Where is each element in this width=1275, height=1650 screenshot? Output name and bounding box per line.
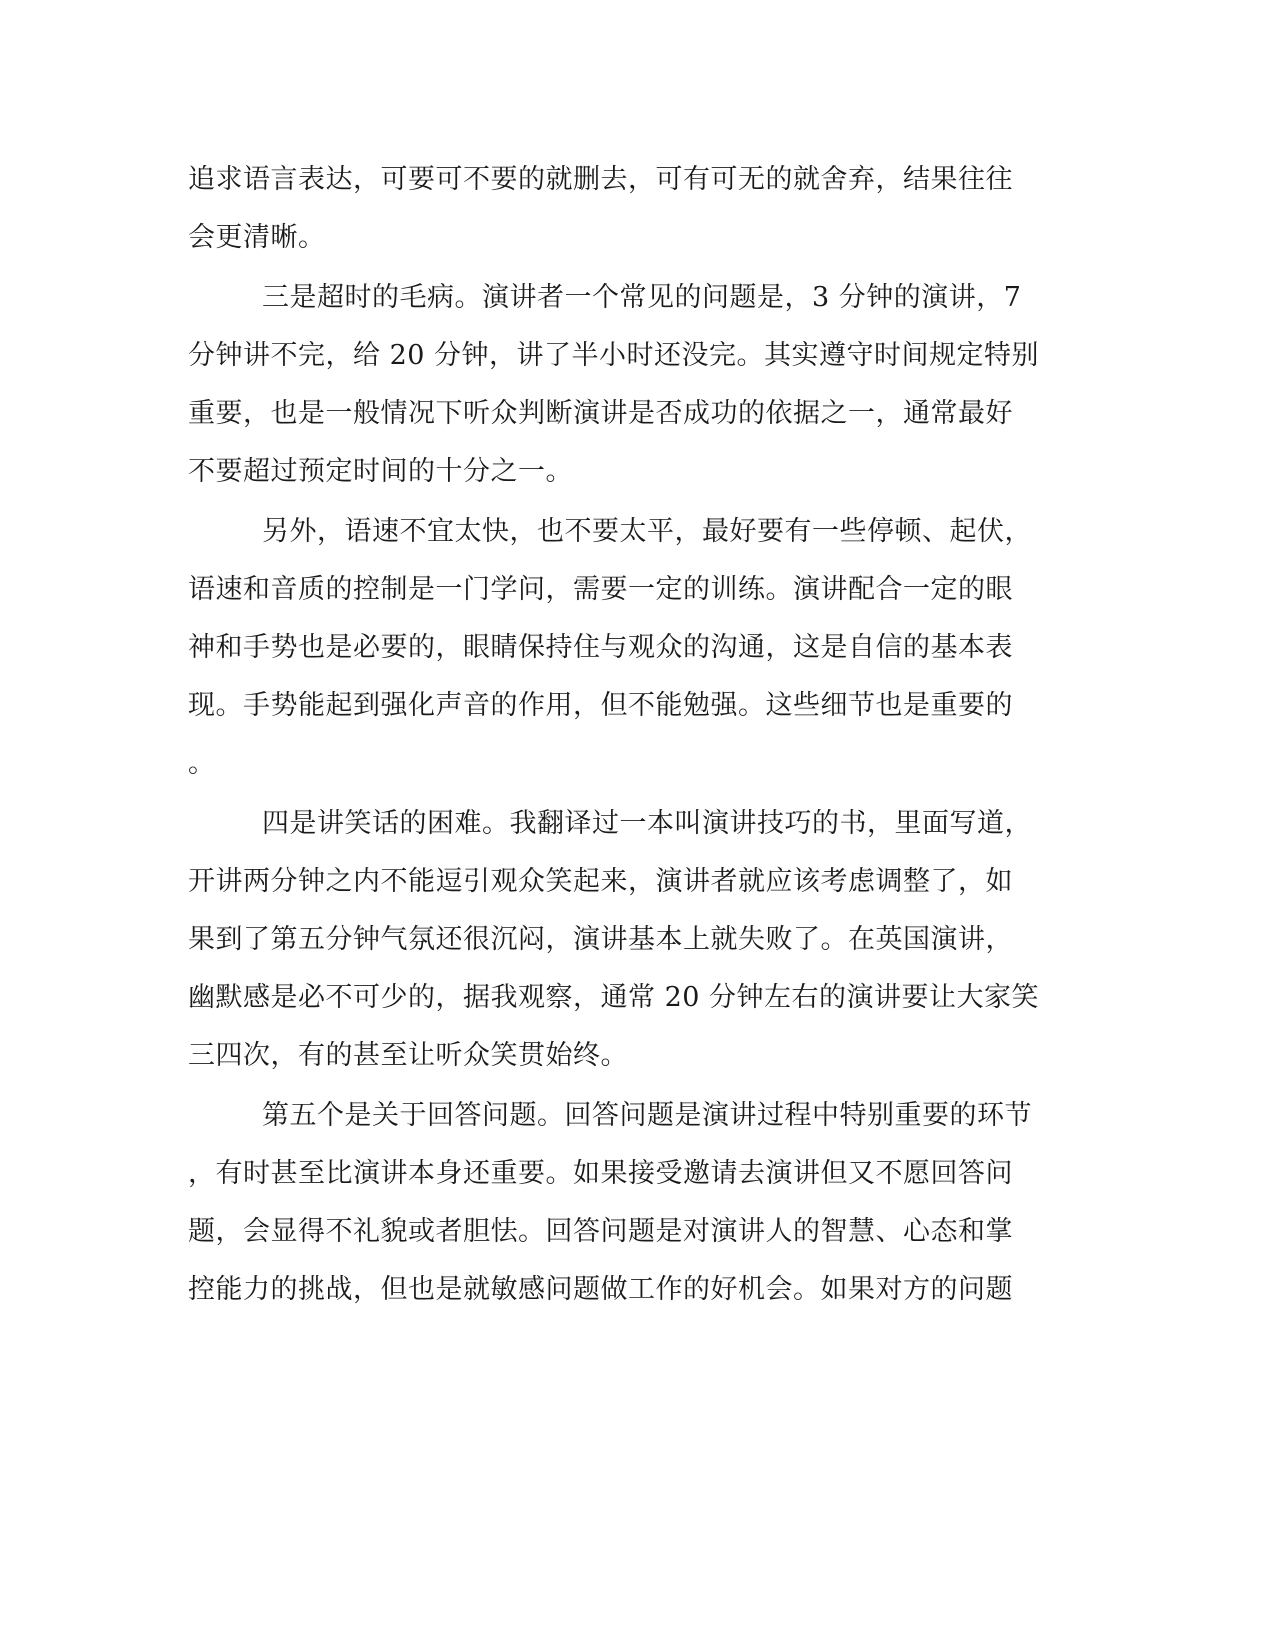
text-line: 控能力的挑战，但也是就敏感问题做工作的好机会。如果对方的问题 — [188, 1274, 1013, 1305]
paragraph-start-line: 另外，语速不宜太快，也不要太平，最好要有一些停顿、起伏， — [262, 516, 1032, 547]
text-line: 现。手势能起到强化声音的作用，但不能勉强。这些细节也是重要的 — [188, 690, 1013, 721]
text-line: 不要超过预定时间的十分之一。 — [188, 456, 573, 487]
text-line: ，有时甚至比演讲本身还重要。如果接受邀请去演讲但又不愿回答问 — [188, 1158, 1013, 1189]
text-line: 会更清晰。 — [188, 222, 326, 253]
text-line: 语速和音质的控制是一门学问，需要一定的训练。演讲配合一定的眼 — [188, 574, 1013, 605]
text-line: 开讲两分钟之内不能逗引观众笑起来，演讲者就应该考虑调整了，如 — [188, 866, 1013, 897]
text-line: 幽默感是必不可少的，据我观察，通常 20 分钟左右的演讲要让大家笑 — [188, 982, 1040, 1013]
text-line: 题，会显得不礼貌或者胆怯。回答问题是对演讲人的智慧、心态和掌 — [188, 1216, 1013, 1247]
text-line: 重要，也是一般情况下听众判断演讲是否成功的依据之一，通常最好 — [188, 398, 1013, 429]
text-line: 果到了第五分钟气氛还很沉闷，演讲基本上就失败了。在英国演讲， — [188, 924, 1013, 955]
paragraph-start-line: 三是超时的毛病。演讲者一个常见的问题是，3 分钟的演讲，7 — [262, 282, 1022, 313]
paragraph-start-line: 第五个是关于回答问题。回答问题是演讲过程中特别重要的环节 — [262, 1100, 1032, 1131]
text-line: 追求语言表达，可要可不要的就删去，可有可无的就舍弃，结果往往 — [188, 164, 1013, 195]
text-line: 三四次，有的甚至让听众笑贯始终。 — [188, 1040, 628, 1071]
text-line: 。 — [188, 748, 216, 779]
paragraph-start-line: 四是讲笑话的困难。我翻译过一本叫演讲技巧的书，里面写道， — [262, 808, 1032, 839]
text-line: 分钟讲不完，给 20 分钟，讲了半小时还没完。其实遵守时间规定特别 — [188, 340, 1040, 371]
text-line: 神和手势也是必要的，眼睛保持住与观众的沟通，这是自信的基本表 — [188, 632, 1013, 663]
